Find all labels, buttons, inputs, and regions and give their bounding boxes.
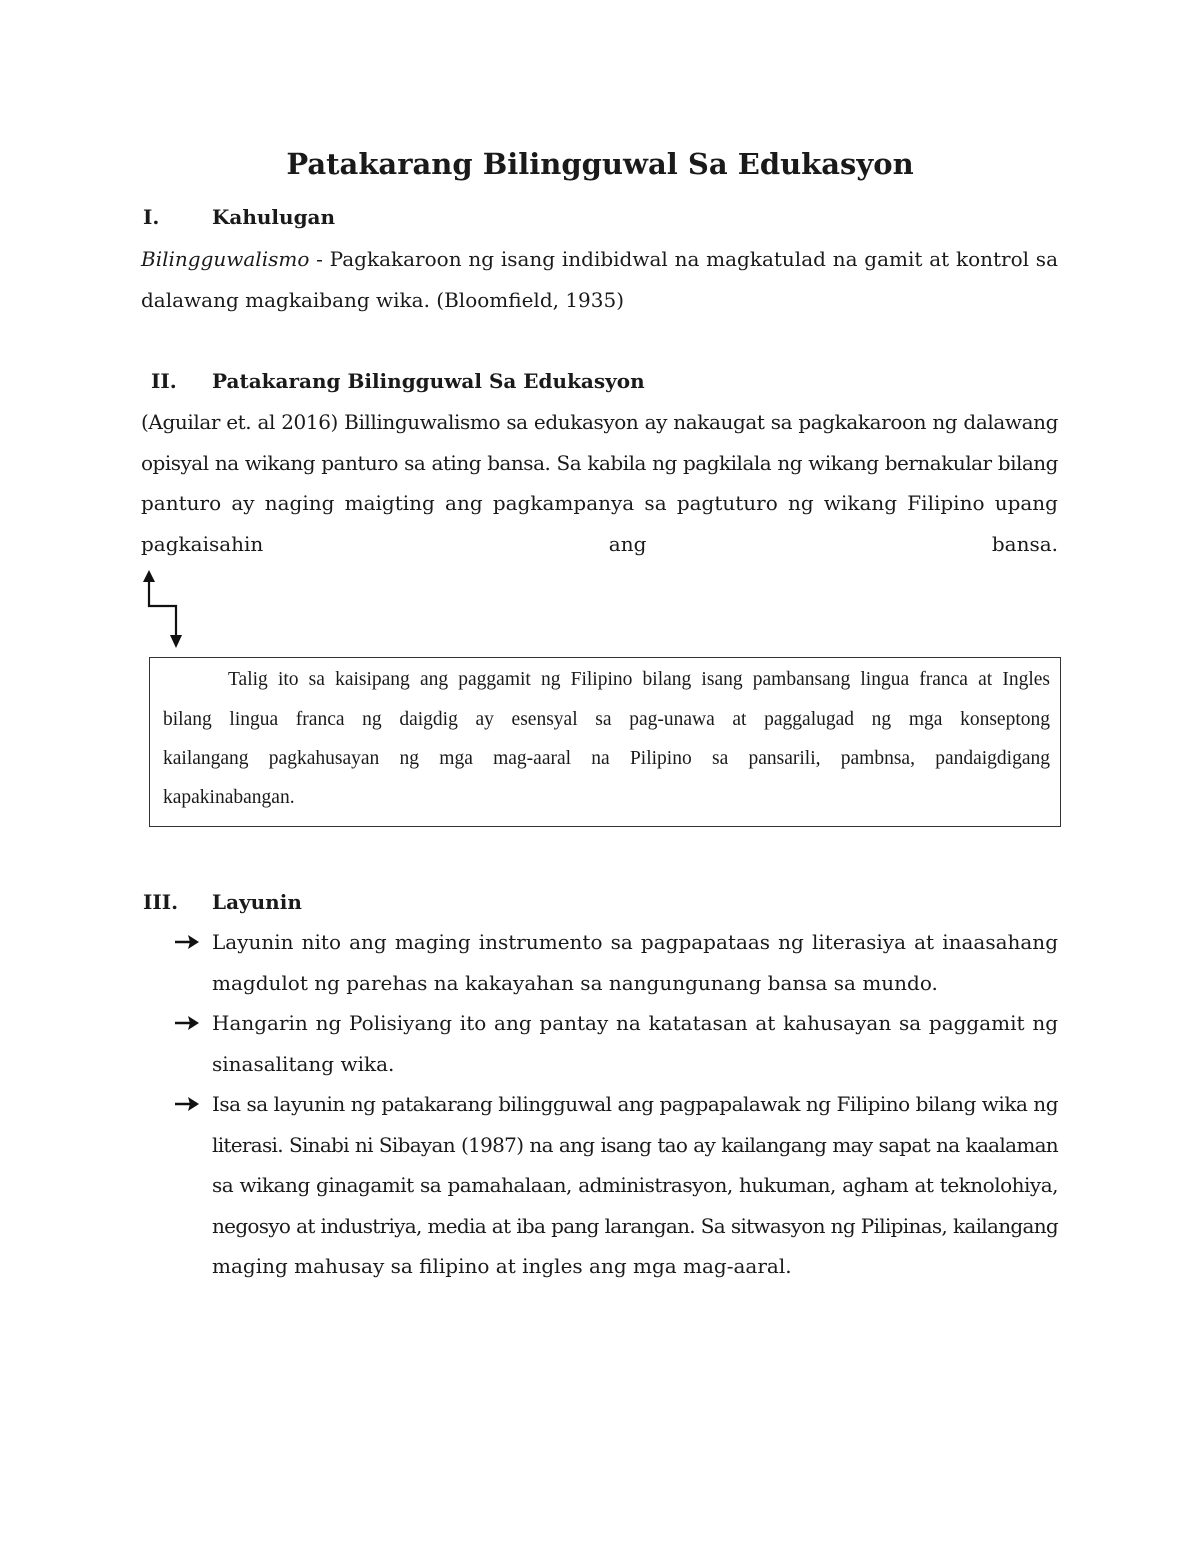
list-item-line: literasi. Sinabi ni Sibayan (1987) na ang isang tao ay kailangang may sapat na kaalaman: [212, 1132, 1058, 1157]
list-item-text: [212, 922, 1058, 1003]
quote-line: bilang lingua franca ng daigdig ay esensyal sa pag-unawa at paggalugad ng mga konseptong: [163, 709, 1050, 730]
section-paragraph: [141, 402, 1058, 564]
quote-box: [149, 657, 1061, 827]
defined-term: Bilingguwalismo: [141, 247, 310, 271]
paragraph-line: dalawang magkaibang wika. (Bloomfield, 1935): [141, 287, 625, 312]
list-item-line: Layunin nito ang maging instrumento sa pagpapataas ng literasiya at inaasahang: [212, 930, 1058, 954]
quote-line: kapakinabangan.: [163, 787, 295, 808]
list-item-line: sinasalitang wika.: [212, 1051, 395, 1076]
paragraph-line: pagkaisahin ang bansa.: [141, 531, 1058, 556]
section-number: II.: [151, 369, 177, 393]
paragraph-line: panturo ay naging maigting ang pagkampanya sa pagtuturo ng wikang Filipino upang: [141, 491, 1058, 515]
section-title: Kahulugan: [212, 205, 336, 229]
paragraph-line: opisyal na wikang panturo sa ating bansa. Sa kabila ng pagkilala ng wikang bernakular bilang: [141, 450, 1058, 475]
paragraph-line: [141, 239, 1058, 280]
paragraph-line: (Aguilar et. al 2016) Billinguwalismo sa edukasyon ay nakaugat sa pagkakaroon ng dalawang: [141, 410, 1058, 434]
up-down-zigzag-arrow-icon: [138, 568, 188, 654]
quote-line: kailangang pagkahusayan ng mga mag-aaral na Pilipino sa pansarili, pambnsa, pandaigdigang: [163, 748, 1050, 769]
right-arrow-icon: [172, 922, 206, 963]
list-item-line: sa wikang ginagamit sa pamahalaan, administrasyon, hukuman, agham at teknolohiya,: [212, 1173, 1058, 1197]
list-item-line: maging mahusay sa filipino at ingles ang mga mag-aaral.: [212, 1254, 792, 1278]
definition-text: - Pagkakaroon ng isang indibidwal na magkatulad na gamit at kontrol sa: [309, 247, 1058, 271]
list-item-text: [212, 1084, 1058, 1287]
list-item-line: Hangarin ng Polisiyang ito ang pantay na katatasan at kahusayan sa paggamit ng: [212, 1011, 1058, 1035]
right-arrow-icon: [172, 1003, 206, 1044]
section-title: Layunin: [212, 890, 302, 914]
section-number: I.: [143, 205, 160, 229]
right-arrow-icon: [172, 1084, 206, 1125]
list-item-line: magdulot ng parehas na kakayahan sa nangungunang bansa sa mundo.: [212, 970, 938, 995]
document-title: Patakarang Bilingguwal Sa Edukasyon: [286, 147, 914, 181]
section-number: III.: [143, 890, 179, 914]
list-item-line: negosyo at industriya, media at iba pang larangan. Sa sitwasyon ng Pilipinas, kailangang: [212, 1213, 1058, 1238]
quote-line: Talig ito sa kaisipang ang paggamit ng Filipino bilang isang pambansang lingua franca at Ingles: [228, 669, 1050, 690]
list-item-text: [212, 1003, 1058, 1084]
section-title: Patakarang Bilingguwal Sa Edukasyon: [212, 369, 645, 393]
definition-paragraph: [141, 239, 1058, 320]
list-item-line: Isa sa layunin ng patakarang bilingguwal ang pagpapalawak ng Filipino bilang wika ng: [212, 1092, 1058, 1116]
